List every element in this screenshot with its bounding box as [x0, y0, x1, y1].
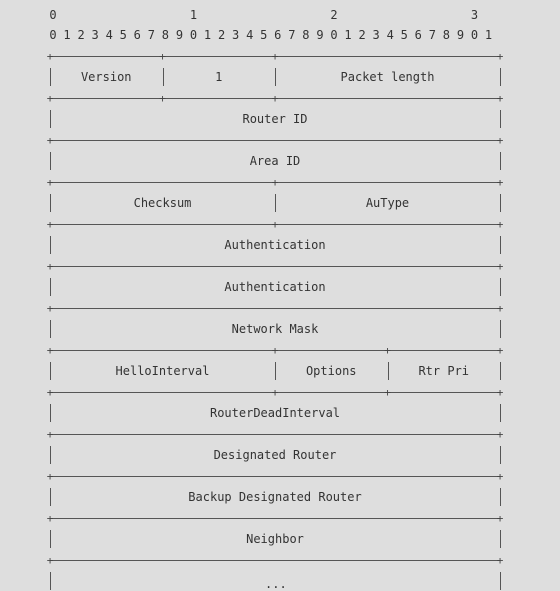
- field-divider: [500, 194, 501, 212]
- field-label-header: 1: [215, 70, 223, 84]
- ruler-tens-digit: 0: [49, 8, 57, 22]
- ruler-unit-digit: 5: [260, 28, 268, 42]
- row-separator: [50, 518, 500, 519]
- ruler-unit-digit: 9: [175, 28, 184, 42]
- ruler-tens-digit: 2: [330, 8, 338, 22]
- field-divider: [500, 530, 501, 548]
- bit-boundary-mark: +: [46, 554, 54, 567]
- field-label-hello-options-pri: Options: [305, 364, 357, 378]
- ruler-unit-digit: 0: [470, 28, 479, 42]
- field-label-designated-router: Designated Router: [213, 448, 337, 462]
- bit-boundary-mark: +: [496, 428, 504, 441]
- field-label-hello-options-pri: HelloInterval: [115, 364, 210, 378]
- ruler-unit-digit: 3: [232, 28, 240, 42]
- ruler-unit-digit: 9: [456, 28, 465, 42]
- bit-boundary-mark: +: [46, 134, 54, 147]
- field-label-hello-options-pri: Rtr Pri: [418, 364, 470, 378]
- row-separator: [50, 434, 500, 435]
- field-label-area-id: Area ID: [249, 154, 301, 168]
- ruler-unit-digit: 3: [91, 28, 99, 42]
- ruler-unit-digit: 7: [147, 28, 155, 42]
- ruler-unit-digit: 1: [63, 28, 71, 42]
- field-divider: [500, 404, 501, 422]
- ruler-unit-digit: 1: [344, 28, 352, 42]
- bit-boundary-mark: +: [496, 92, 504, 105]
- field-label-header: Packet length: [340, 70, 435, 84]
- ruler-unit-digit: 6: [414, 28, 422, 42]
- bit-boundary-mark: +: [271, 386, 279, 399]
- ruler-unit-digit: 6: [133, 28, 141, 42]
- row-separator: [50, 476, 500, 477]
- bit-boundary-mark: +: [46, 92, 54, 105]
- field-label-authentication-2: Authentication: [224, 280, 326, 294]
- bit-boundary-mark: +: [46, 302, 54, 315]
- bit-boundary-mark: +: [496, 218, 504, 231]
- field-label-neighbor: Neighbor: [246, 532, 304, 546]
- bit-boundary-mark: +: [159, 50, 166, 63]
- bit-boundary-mark: +: [496, 134, 504, 147]
- bit-boundary-mark: +: [46, 218, 54, 231]
- field-divider: [500, 278, 501, 296]
- bit-boundary-mark: +: [271, 218, 279, 231]
- field-divider: [500, 68, 501, 86]
- bit-boundary-mark: +: [46, 386, 54, 399]
- field-divider: [500, 362, 501, 380]
- bit-boundary-mark: +: [46, 428, 54, 441]
- bit-boundary-mark: +: [271, 176, 279, 189]
- row-separator: [50, 140, 500, 141]
- field-label-header: Version: [80, 70, 132, 84]
- ruler-tens-digit: 3: [470, 8, 479, 22]
- bit-boundary-mark: +: [271, 50, 279, 63]
- ruler-unit-digit: 7: [428, 28, 436, 42]
- bit-boundary-mark: +: [496, 176, 504, 189]
- ruler-unit-digit: 0: [330, 28, 338, 42]
- ruler-unit-digit: 9: [316, 28, 324, 42]
- ruler-unit-digit: 8: [302, 28, 310, 42]
- ruler-unit-digit: 4: [105, 28, 113, 42]
- ruler-unit-digit: 7: [288, 28, 296, 42]
- bit-boundary-mark: +: [496, 260, 504, 273]
- ruler-unit-digit: 0: [49, 28, 57, 42]
- continuation-ellipsis: ...: [265, 577, 287, 591]
- field-divider: [50, 572, 51, 590]
- ruler-unit-digit: 8: [442, 28, 450, 42]
- field-label-router-dead-interval: RouterDeadInterval: [209, 406, 341, 420]
- field-divider: [500, 572, 501, 590]
- field-label-authentication-1: Authentication: [224, 238, 326, 252]
- ruler-unit-digit: 2: [217, 28, 226, 42]
- ruler-unit-digit: 2: [358, 28, 366, 42]
- field-divider: [500, 488, 501, 506]
- bit-boundary-mark: +: [46, 176, 54, 189]
- ruler-unit-digit: 4: [386, 28, 394, 42]
- bit-boundary-mark: +: [46, 512, 54, 525]
- row-separator: [50, 266, 500, 267]
- bit-boundary-mark: +: [496, 386, 504, 399]
- ruler-unit-digit: 5: [400, 28, 408, 42]
- bit-boundary-mark: +: [384, 386, 391, 399]
- bit-boundary-mark: +: [496, 302, 504, 315]
- ruler-unit-digit: 5: [119, 28, 127, 42]
- field-divider: [500, 110, 501, 128]
- bit-boundary-mark: +: [159, 92, 166, 105]
- field-divider: [500, 446, 501, 464]
- ruler-unit-digit: 0: [189, 28, 198, 42]
- ruler-unit-digit: 6: [274, 28, 282, 42]
- ruler-unit-digit: 3: [372, 28, 380, 42]
- bit-boundary-mark: +: [496, 50, 504, 63]
- bit-boundary-mark: +: [496, 512, 504, 525]
- ruler-tens-digit: 1: [189, 8, 198, 22]
- bit-boundary-mark: +: [271, 344, 279, 357]
- bit-boundary-mark: +: [496, 554, 504, 567]
- bit-boundary-mark: +: [384, 344, 391, 357]
- field-label-network-mask: Network Mask: [231, 322, 319, 336]
- field-label-router-id: Router ID: [242, 112, 308, 126]
- row-separator: [50, 560, 500, 561]
- field-label-backup-designated-router: Backup Designated Router: [188, 490, 362, 504]
- ruler-unit-digit: 1: [484, 28, 493, 42]
- bit-boundary-mark: +: [496, 470, 504, 483]
- ruler-unit-digit: 1: [203, 28, 212, 42]
- bit-boundary-mark: +: [46, 470, 54, 483]
- field-divider: [500, 152, 501, 170]
- bit-boundary-mark: +: [46, 344, 54, 357]
- field-divider: [500, 320, 501, 338]
- field-divider: [500, 236, 501, 254]
- ruler-unit-digit: 2: [77, 28, 85, 42]
- row-separator: [50, 308, 500, 309]
- bit-boundary-mark: +: [271, 92, 279, 105]
- field-label-checksum-autype: AuType: [365, 196, 410, 210]
- bit-boundary-mark: +: [46, 260, 54, 273]
- bit-boundary-mark: +: [496, 344, 504, 357]
- ruler-unit-digit: 4: [246, 28, 254, 42]
- ruler-unit-digit: 8: [161, 28, 169, 42]
- bit-boundary-mark: +: [46, 50, 54, 63]
- field-label-checksum-autype: Checksum: [133, 196, 192, 210]
